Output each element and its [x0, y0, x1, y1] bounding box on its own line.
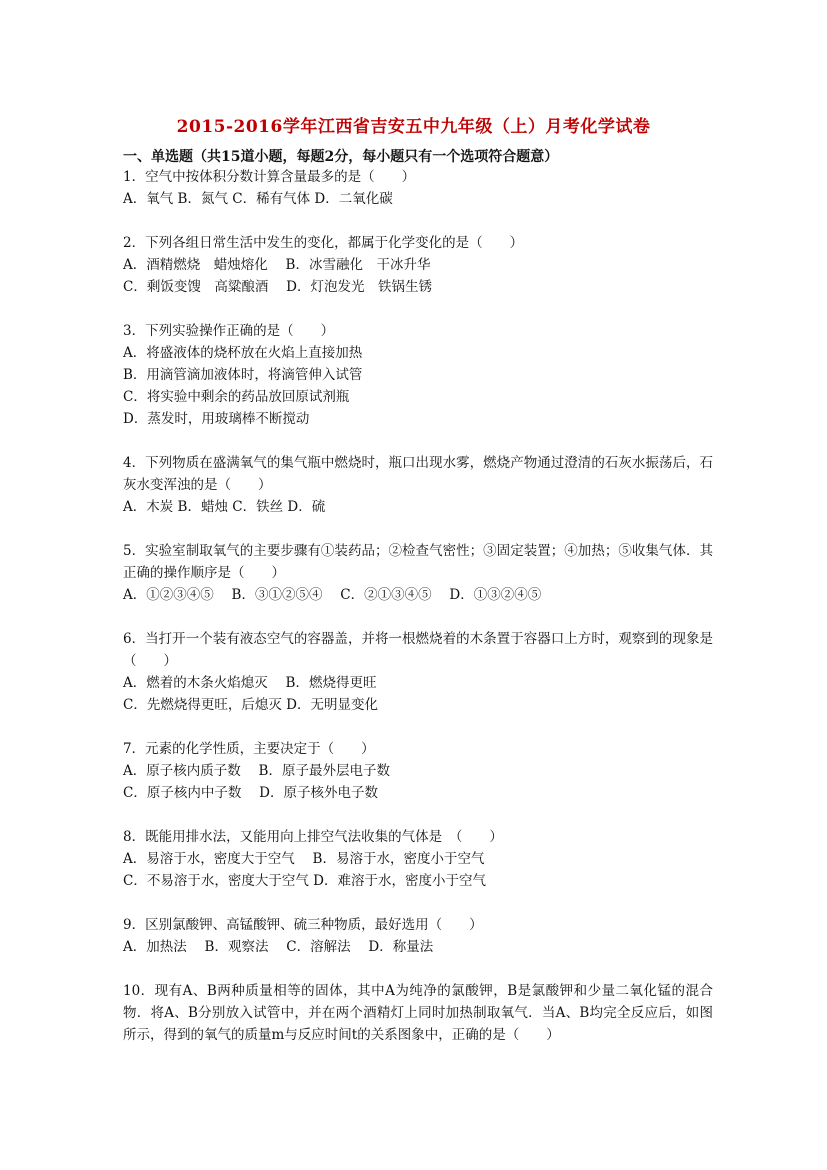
answer-options: C．剩饭变馊 高粱酿酒 D．灯泡发光 铁锅生锈 — [123, 279, 432, 295]
question-item — [123, 232, 713, 298]
answer-options: A．酒精燃烧 蜡烛熔化 B．冰雪融化 干冰升华 — [123, 257, 431, 273]
answer-options: C．原子核内中子数 D．原子核外电子数 — [123, 785, 378, 801]
question-item — [123, 826, 713, 892]
question-stem: 1．空气中按体积分数计算含量最多的是（ ） — [123, 169, 416, 185]
question-stem: 9．区别氯酸钾、高锰酸钾、硫三种物质，最好选用（ ） — [123, 917, 483, 933]
answer-options: C．不易溶于水，密度大于空气 D．难溶于水，密度小于空气 — [123, 873, 486, 889]
question-item — [123, 452, 713, 518]
answer-options: C．将实验中剩余的药品放回原试剂瓶 — [123, 389, 350, 405]
question-item — [123, 628, 713, 716]
question-stem: 4．下列物质在盛满氧气的集气瓶中燃烧时，瓶口出现水雾，燃烧产物通过澄清的石灰水振荡后，石灰水变浑浊的是（ ） — [123, 455, 713, 493]
question-stem: 3．下列实验操作正确的是（ ） — [123, 323, 335, 339]
question-item — [123, 320, 713, 430]
answer-options: A．木炭 B．蜡烛 C．铁丝 D．硫 — [123, 499, 326, 515]
answer-options: A．加热法 B．观察法 C．溶解法 D．称量法 — [123, 939, 434, 955]
question-item — [123, 914, 713, 958]
question-stem: 2．下列各组日常生活中发生的变化，都属于化学变化的是（ ） — [123, 235, 524, 251]
answer-options: D．蒸发时，用玻璃棒不断搅动 — [123, 411, 310, 427]
answer-options: A．将盛液体的烧杯放在火焰上直接加热 — [123, 345, 363, 361]
question-item — [123, 540, 713, 606]
answer-options: A．①②③④⑤ B．③①②⑤④ C．②①③④⑤ D．①③②④⑤ — [123, 587, 542, 603]
answer-options: B．用滴管滴加液体时，将滴管伸入试管 — [123, 367, 363, 383]
section-heading: 一、单选题（共15道小题，每题2分，每小题只有一个选项符合题意） — [123, 149, 559, 165]
question-stem: 7．元素的化学性质，主要决定于（ ） — [123, 741, 375, 757]
page-title: 2015-2016学年江西省吉安五中九年级（上）月考化学试卷 — [176, 117, 651, 137]
question-item — [123, 738, 713, 804]
answer-options: A．燃着的木条火焰熄灭 B．燃烧得更旺 — [123, 675, 377, 691]
question-stem: 10．现有A、B两种质量相等的固体，其中A为纯净的氯酸钾，B是氯酸钾和少量二氧化锰的混合物．将A、B分别放入试管中，并在两个酒精灯上同时加热制取氧气．当A、B均完全反应后，如图所示，得到的氧气的质量m与反应时间t的关系图象中，正确的是（ ） — [123, 983, 713, 1043]
answer-options: A．氧气 B．氮气 C．稀有气体 D．二氧化碳 — [123, 191, 393, 207]
question-stem: 5．实验室制取氧气的主要步骤有①装药品；②检查气密性；③固定装置；④加热；⑤收集气体．其正确的操作顺序是（ ） — [123, 543, 713, 581]
answer-options: A．易溶于水，密度大于空气 B．易溶于水，密度小于空气 — [123, 851, 485, 867]
question-list — [123, 166, 713, 1068]
question-stem: 6．当打开一个装有液态空气的容器盖，并将一根燃烧着的木条置于容器口上方时，观察到的现象是（ ） — [123, 631, 713, 669]
question-item — [123, 166, 713, 210]
question-stem: 8．既能用排水法，又能用向上排空气法收集的气体是 （ ） — [123, 829, 503, 845]
question-item — [123, 980, 713, 1046]
answer-options: A．原子核内质子数 B．原子最外层电子数 — [123, 763, 390, 779]
answer-options: C．先燃烧得更旺，后熄灭 D．无明显变化 — [123, 697, 378, 713]
